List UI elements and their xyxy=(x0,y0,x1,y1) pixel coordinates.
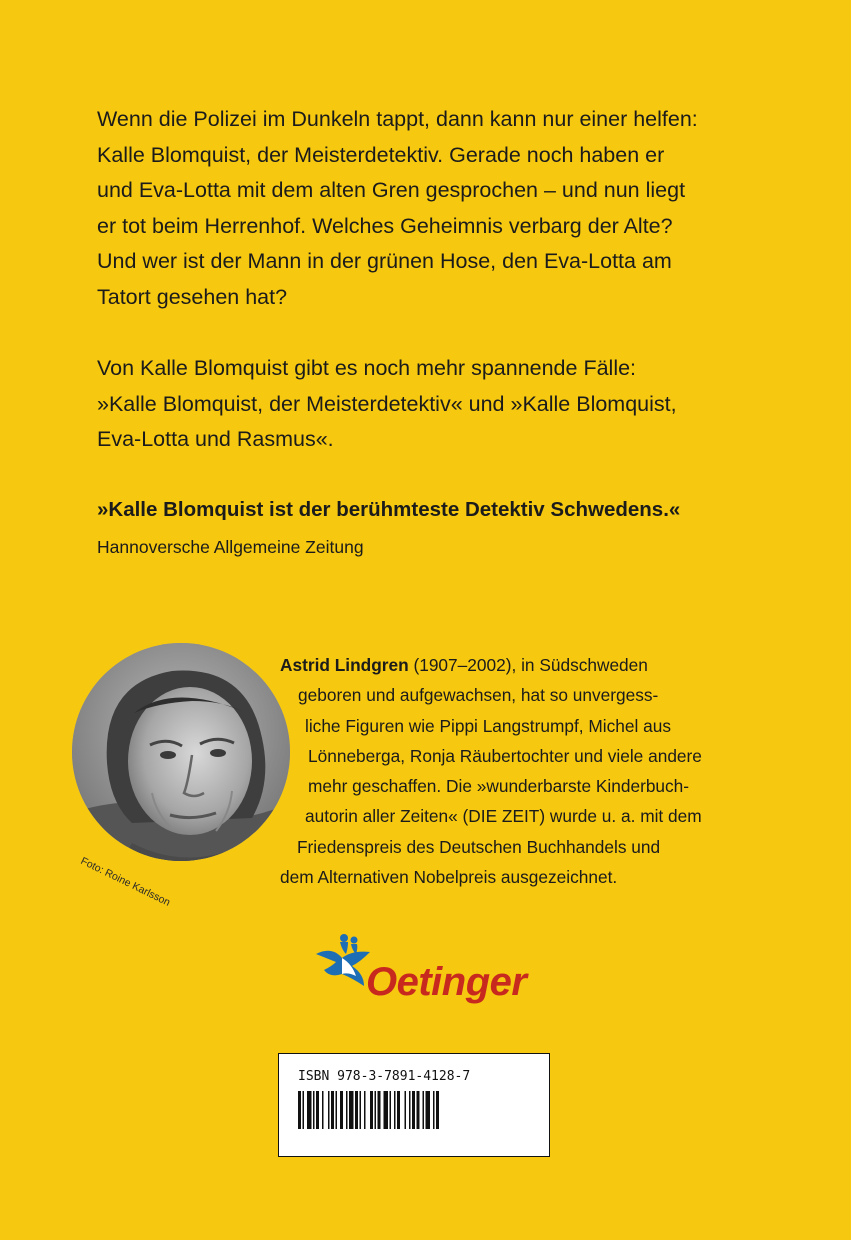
barcode-bar xyxy=(349,1091,354,1129)
barcode-bar xyxy=(303,1091,305,1129)
barcode-bar xyxy=(355,1091,358,1129)
barcode-bar xyxy=(423,1091,425,1129)
barcode-bar xyxy=(417,1091,420,1129)
bio-line: Lönneberga, Ronja Räubertochter und viele andere xyxy=(308,745,702,766)
author-bio xyxy=(280,650,780,892)
barcode-bar xyxy=(394,1091,396,1129)
publisher-logo xyxy=(312,928,527,1018)
barcode-bar xyxy=(390,1091,392,1129)
barcode-bar xyxy=(409,1091,411,1129)
blurb-line: er tot beim Herrenhof. Welches Geheimnis verbarg der Alte? xyxy=(97,213,673,238)
photo-credit: Foto: Roine Karlsson xyxy=(78,855,173,909)
barcode-bar xyxy=(340,1091,343,1129)
barcode-bar xyxy=(331,1091,334,1129)
barcode-bar xyxy=(364,1091,366,1129)
barcode-bar xyxy=(316,1091,319,1129)
bio-line: mehr geschaffen. Die »wunderbarste Kinderbuch- xyxy=(308,776,690,797)
press-quote-source: Hannoversche Allgemeine Zeitung xyxy=(97,537,364,557)
blurb-line: Wenn die Polizei im Dunkeln tappt, dann kann nur einer helfen: xyxy=(97,107,698,131)
blurb-line: Tatort gesehen hat? xyxy=(97,284,288,309)
bio-line: geboren und aufgewachsen, hat so unvergess- xyxy=(298,685,659,706)
blurb-line: Von Kalle Blomquist gibt es noch mehr spannende Fälle: xyxy=(97,356,637,380)
bio-line: Friedenspreis des Deutschen Buchhandels und xyxy=(297,836,661,857)
bio-line: dem Alternativen Nobelpreis ausgezeichnet. xyxy=(280,867,618,888)
barcode-bar xyxy=(436,1091,439,1129)
bio-line: liche Figuren wie Pippi Langstrumpf, Michel aus xyxy=(305,715,671,736)
barcode-image xyxy=(298,1091,478,1129)
barcode-bar xyxy=(433,1091,435,1129)
author-portrait-image xyxy=(72,643,290,861)
blurb xyxy=(97,102,797,458)
blurb-line: Eva-Lotta und Rasmus«. xyxy=(97,427,334,451)
blurb-paragraph-1 xyxy=(97,102,797,315)
barcode-bar xyxy=(313,1091,315,1129)
blurb-line: und Eva-Lotta mit dem alten Gren gesprochen – und nun liegt xyxy=(97,178,686,202)
author-portrait xyxy=(72,643,290,861)
barcode-bar xyxy=(412,1091,415,1129)
barcode-bar xyxy=(346,1091,348,1129)
blurb-line: Und wer ist der Mann in der grünen Hose, den Eva-Lotta am xyxy=(97,249,672,273)
author-life-dates: (1907–2002), in Südschweden xyxy=(408,655,648,675)
barcode-bar xyxy=(426,1091,431,1129)
barcode-bar xyxy=(336,1091,338,1129)
barcode-bar xyxy=(298,1091,301,1129)
barcode-bar xyxy=(375,1091,377,1129)
isbn-barcode-box xyxy=(278,1053,550,1157)
barcode-bar xyxy=(360,1091,362,1129)
barcode-bar xyxy=(322,1091,324,1129)
bio-line: autorin aller Zeiten« (DIE ZEIT) wurde u. a. mit dem xyxy=(305,806,702,827)
blurb-paragraph-2 xyxy=(97,351,797,458)
barcode-bar xyxy=(370,1091,373,1129)
barcode-bar xyxy=(307,1091,312,1129)
blurb-line: »Kalle Blomquist, der Meisterdetektiv« und »Kalle Blomquist, xyxy=(97,391,677,416)
isbn-label: ISBN 978-3-7891-4128-7 xyxy=(298,1069,471,1084)
publisher-name: Oetinger xyxy=(366,960,527,1004)
barcode-bar xyxy=(397,1091,400,1129)
blurb-line: Kalle Blomquist, der Meisterdetektiv. Gerade noch haben er xyxy=(97,142,665,167)
barcode-bar xyxy=(378,1091,381,1129)
barcode-bar xyxy=(384,1091,389,1129)
barcode-bar xyxy=(405,1091,407,1129)
author-name: Astrid Lindgren xyxy=(280,655,409,675)
bio-line xyxy=(280,650,780,680)
barcode-bar xyxy=(328,1091,330,1129)
press-quote: »Kalle Blomquist ist der berühmteste Detektiv Schwedens.« xyxy=(97,498,681,521)
